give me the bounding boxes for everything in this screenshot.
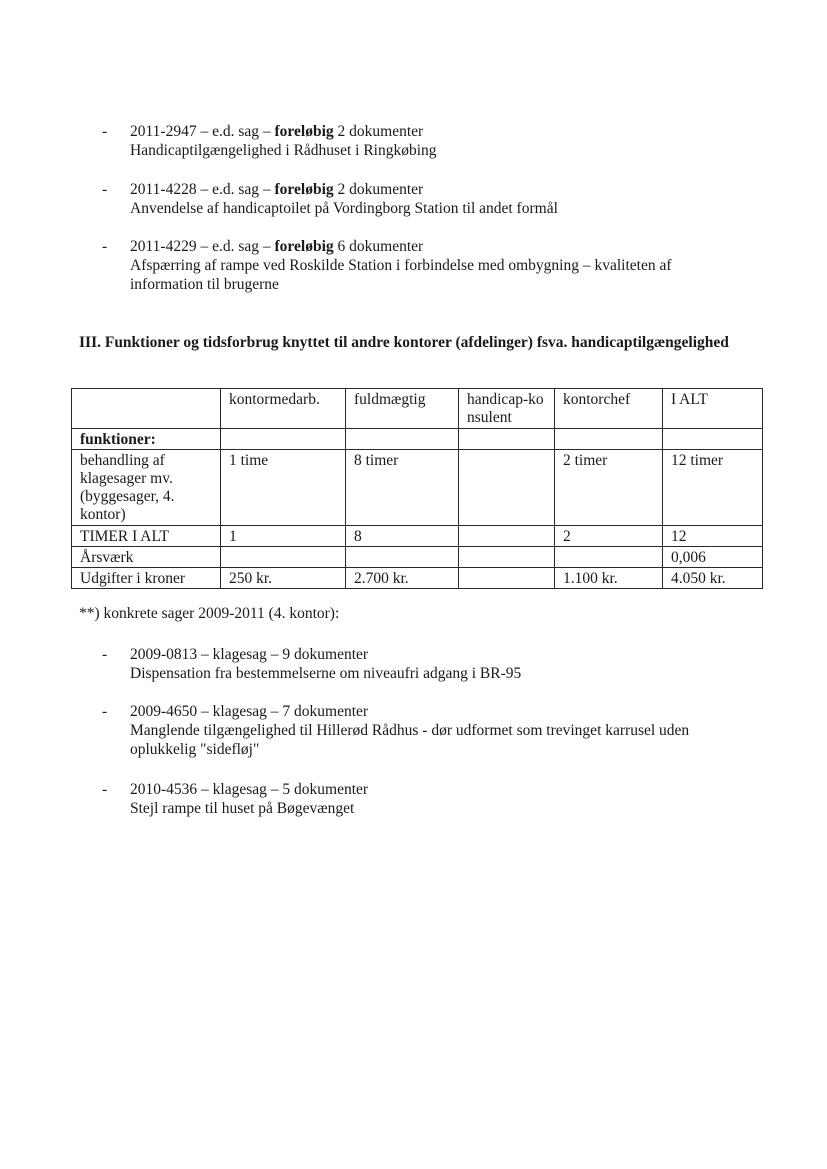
table-cell: 2 [555,526,663,547]
table-cell: 250 kr. [221,568,346,589]
list-dash: - [102,781,108,798]
table-cell [663,429,763,450]
case-description: Manglende tilgængelighed til Hillerød Rådhus - dør udformet som trevinget karrusel uden oplukkelig "sidefløj" [130,722,690,758]
table-cell: 1 time [221,450,346,526]
table-cell [221,429,346,450]
status-bold: foreløbig [274,238,334,255]
table-cell: 0,006 [663,547,763,568]
table-header-cell: kontorchef [555,389,663,429]
section-heading: III. Funktioner og tidsforbrug knyttet til andre kontorer (afdelinger) fsva. handicaptilgængelighed [79,334,729,351]
table-cell [346,429,459,450]
table-cell: 12 timer [663,450,763,526]
table-cell [221,547,346,568]
hours-table [71,388,763,589]
table-cell: 2.700 kr. [346,568,459,589]
note-line: **) konkrete sager 2009-2011 (4. kontor): [79,605,340,622]
status-bold: foreløbig [274,123,334,140]
table-cell [555,547,663,568]
list-dash: - [102,123,108,140]
table-cell [459,547,555,568]
table-cell [459,450,555,526]
table-cell [346,547,459,568]
table-row [72,568,763,589]
case-description: Dispensation fra bestemmelserne om niveaufri adgang i BR-95 [130,665,522,682]
case-title: 2011-2947 – e.d. sag – foreløbig 2 dokumenter [130,123,424,140]
table-cell [555,429,663,450]
list-dash: - [102,238,108,255]
case-title: 2009-0813 – klagesag – 9 dokumenter [130,646,369,663]
case-description: Stejl rampe til huset på Bøgevænget [130,800,355,817]
table-cell: Udgifter i kroner [72,568,221,589]
table-cell: behandling af klagesager mv. (byggesager, 4. kontor) [72,450,221,526]
table-header-cell [72,389,221,429]
table-header-cell: fuldmægtig [346,389,459,429]
case-title: 2010-4536 – klagesag – 5 dokumenter [130,781,369,798]
case-title: 2009-4650 – klagesag – 7 dokumenter [130,703,369,720]
table-header-cell: handicap-konsulent [459,389,555,429]
list-dash: - [102,181,108,198]
table-cell: 8 timer [346,450,459,526]
status-bold: foreløbig [274,181,334,198]
table-row [72,429,763,450]
table-cell [459,526,555,547]
case-title: 2011-4229 – e.d. sag – foreløbig 6 dokumenter [130,238,424,255]
table-row [72,547,763,568]
table-row [72,526,763,547]
table-cell: 1 [221,526,346,547]
case-description: Afspærring af rampe ved Roskilde Station i forbindelse med ombygning – kvaliteten af information til brugerne [130,257,672,293]
table-cell: 4.050 kr. [663,568,763,589]
table-cell: 2 timer [555,450,663,526]
table-cell: TIMER I ALT [72,526,221,547]
list-dash: - [102,646,108,663]
table-header-row [72,389,763,429]
case-description: Handicaptilgængelighed i Rådhuset i Ringkøbing [130,142,437,159]
table-row [72,450,763,526]
case-description: Anvendelse af handicaptoilet på Vordingborg Station til andet formål [130,200,558,217]
list-dash: - [102,703,108,720]
table-cell: Årsværk [72,547,221,568]
table-cell: 12 [663,526,763,547]
table-cell: 8 [346,526,459,547]
table-cell: 1.100 kr. [555,568,663,589]
case-title: 2011-4228 – e.d. sag – foreløbig 2 dokumenter [130,181,424,198]
table-header-cell: I ALT [663,389,763,429]
table-cell: funktioner: [72,429,221,450]
table-cell [459,568,555,589]
table-header-cell: kontormedarb. [221,389,346,429]
table-cell [459,429,555,450]
